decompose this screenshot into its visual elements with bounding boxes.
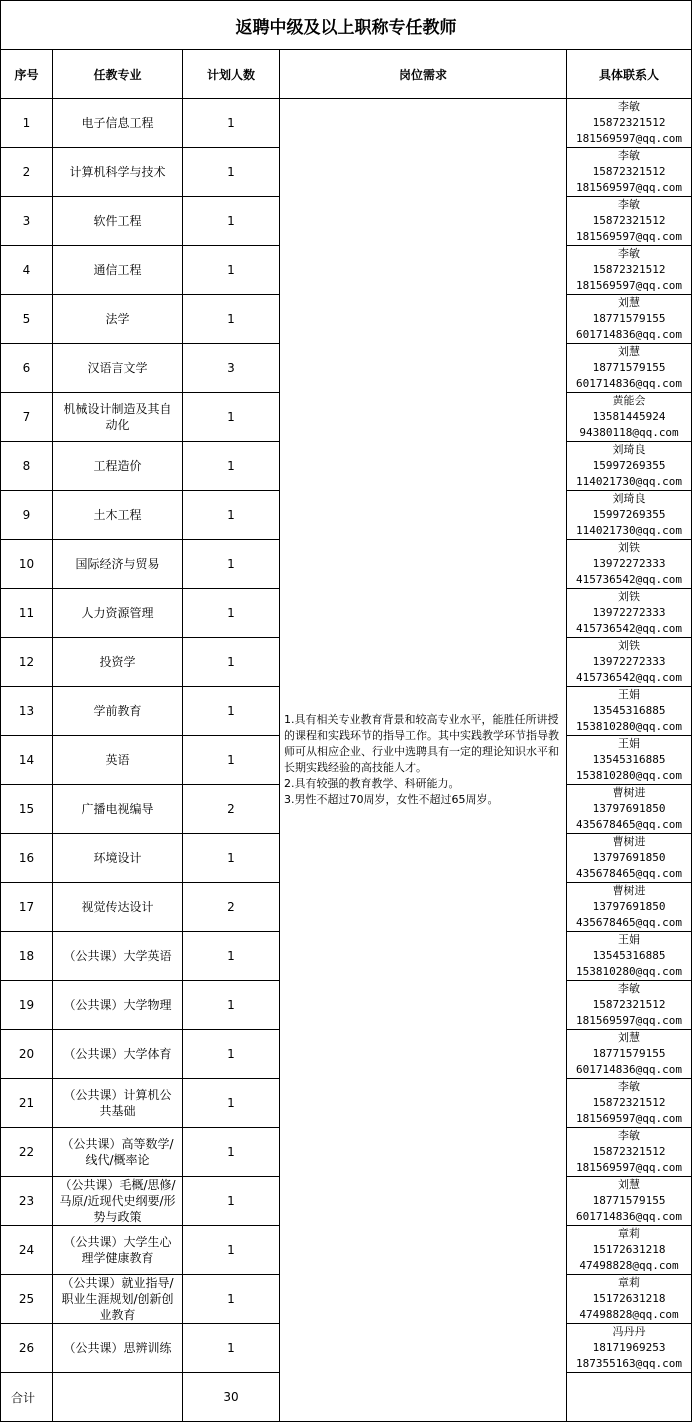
header-contact: 具体联系人	[567, 50, 692, 99]
row-specialty: 软件工程	[53, 197, 183, 246]
header-index: 序号	[1, 50, 53, 99]
row-contact: 章莉 15172631218 47498828@qq.com	[567, 1226, 692, 1275]
row-specialty: 视觉传达设计	[53, 883, 183, 932]
row-count: 1	[183, 197, 280, 246]
row-specialty: 机械设计制造及其自动化	[53, 393, 183, 442]
row-index: 6	[1, 344, 53, 393]
row-contact: 王娟 13545316885 153810280@qq.com	[567, 932, 692, 981]
row-contact: 王娟 13545316885 153810280@qq.com	[567, 687, 692, 736]
row-specialty: 工程造价	[53, 442, 183, 491]
row-specialty: （公共课）大学物理	[53, 981, 183, 1030]
total-contact-empty	[567, 1373, 692, 1422]
row-count: 1	[183, 393, 280, 442]
row-specialty: （公共课）思辨训练	[53, 1324, 183, 1373]
row-count: 1	[183, 1324, 280, 1373]
row-count: 1	[183, 736, 280, 785]
row-contact: 李敏 15872321512 181569597@qq.com	[567, 246, 692, 295]
row-contact: 刘琦良 15997269355 114021730@qq.com	[567, 491, 692, 540]
row-index: 16	[1, 834, 53, 883]
row-count: 1	[183, 1177, 280, 1226]
row-count: 1	[183, 1079, 280, 1128]
row-count: 1	[183, 491, 280, 540]
row-index: 3	[1, 197, 53, 246]
row-count: 1	[183, 99, 280, 148]
row-specialty: （公共课）大学英语	[53, 932, 183, 981]
row-count: 1	[183, 246, 280, 295]
row-index: 26	[1, 1324, 53, 1373]
header-requirements: 岗位需求	[280, 50, 567, 99]
row-contact: 刘琦良 15997269355 114021730@qq.com	[567, 442, 692, 491]
row-contact: 刘铁 13972272333 415736542@qq.com	[567, 638, 692, 687]
row-count: 1	[183, 1128, 280, 1177]
row-index: 20	[1, 1030, 53, 1079]
row-count: 1	[183, 932, 280, 981]
row-index: 7	[1, 393, 53, 442]
row-index: 17	[1, 883, 53, 932]
row-specialty: 人力资源管理	[53, 589, 183, 638]
row-specialty: 通信工程	[53, 246, 183, 295]
row-contact: 章莉 15172631218 47498828@qq.com	[567, 1275, 692, 1324]
table-row	[1, 99, 692, 148]
row-contact: 刘慧 18771579155 601714836@qq.com	[567, 1030, 692, 1079]
row-count: 1	[183, 1275, 280, 1324]
header-specialty: 任教专业	[53, 50, 183, 99]
row-index: 15	[1, 785, 53, 834]
row-index: 23	[1, 1177, 53, 1226]
row-contact: 曹树进 13797691850 435678465@qq.com	[567, 834, 692, 883]
row-contact: 李敏 15872321512 181569597@qq.com	[567, 981, 692, 1030]
row-index: 13	[1, 687, 53, 736]
row-count: 1	[183, 1030, 280, 1079]
row-specialty: （公共课）就业指导/职业生涯规划/创新创业教育	[53, 1275, 183, 1324]
total-label: 合计	[1, 1373, 53, 1422]
row-specialty: 汉语言文学	[53, 344, 183, 393]
row-contact: 刘铁 13972272333 415736542@qq.com	[567, 540, 692, 589]
row-count: 2	[183, 785, 280, 834]
row-contact: 刘慧 18771579155 601714836@qq.com	[567, 344, 692, 393]
row-specialty: 英语	[53, 736, 183, 785]
row-index: 21	[1, 1079, 53, 1128]
row-contact: 李敏 15872321512 181569597@qq.com	[567, 99, 692, 148]
row-index: 8	[1, 442, 53, 491]
row-specialty: 计算机科学与技术	[53, 148, 183, 197]
row-index: 2	[1, 148, 53, 197]
row-count: 1	[183, 834, 280, 883]
row-contact: 李敏 15872321512 181569597@qq.com	[567, 197, 692, 246]
row-count: 1	[183, 295, 280, 344]
row-contact: 曹树进 13797691850 435678465@qq.com	[567, 785, 692, 834]
row-index: 25	[1, 1275, 53, 1324]
row-contact: 李敏 15872321512 181569597@qq.com	[567, 148, 692, 197]
row-contact: 刘铁 13972272333 415736542@qq.com	[567, 589, 692, 638]
header-count: 计划人数	[183, 50, 280, 99]
row-specialty: 土木工程	[53, 491, 183, 540]
row-specialty: 法学	[53, 295, 183, 344]
row-count: 1	[183, 638, 280, 687]
row-index: 10	[1, 540, 53, 589]
row-specialty: （公共课）高等数学/线代/概率论	[53, 1128, 183, 1177]
row-contact: 王娟 13545316885 153810280@qq.com	[567, 736, 692, 785]
row-specialty: （公共课）大学生心理学健康教育	[53, 1226, 183, 1275]
requirements-text: 1.具有相关专业教育背景和较高专业水平，能胜任所讲授的课程和实践环节的指导工作。其中实践教学环节指导教师可从相应企业、行业中选聘具有一定的理论知识水平和长期实践经验的高技能人才。 2.具有较强的教育教学、科研能力。 3.男性不超过70周岁，女性不超过65周岁。	[280, 99, 567, 1422]
row-count: 1	[183, 1226, 280, 1275]
row-count: 3	[183, 344, 280, 393]
row-count: 1	[183, 148, 280, 197]
row-specialty: 学前教育	[53, 687, 183, 736]
row-index: 5	[1, 295, 53, 344]
row-count: 2	[183, 883, 280, 932]
row-specialty: （公共课）大学体育	[53, 1030, 183, 1079]
row-contact: 黄能会 13581445924 94380118@qq.com	[567, 393, 692, 442]
row-index: 19	[1, 981, 53, 1030]
total-empty	[53, 1373, 183, 1422]
row-index: 12	[1, 638, 53, 687]
row-specialty: （公共课）计算机公共基础	[53, 1079, 183, 1128]
total-count: 30	[183, 1373, 280, 1422]
row-contact: 李敏 15872321512 181569597@qq.com	[567, 1128, 692, 1177]
row-index: 18	[1, 932, 53, 981]
row-count: 1	[183, 442, 280, 491]
table-title: 返聘中级及以上职称专任教师	[1, 1, 692, 50]
row-contact: 冯丹丹 18171969253 187355163@qq.com	[567, 1324, 692, 1373]
row-specialty: 投资学	[53, 638, 183, 687]
row-contact: 李敏 15872321512 181569597@qq.com	[567, 1079, 692, 1128]
row-specialty: 电子信息工程	[53, 99, 183, 148]
row-specialty: （公共课）毛概/思修/马原/近现代史纲要/形势与政策	[53, 1177, 183, 1226]
row-index: 14	[1, 736, 53, 785]
row-index: 9	[1, 491, 53, 540]
row-count: 1	[183, 687, 280, 736]
row-index: 4	[1, 246, 53, 295]
row-contact: 刘慧 18771579155 601714836@qq.com	[567, 295, 692, 344]
row-contact: 曹树进 13797691850 435678465@qq.com	[567, 883, 692, 932]
row-index: 1	[1, 99, 53, 148]
row-contact: 刘慧 18771579155 601714836@qq.com	[567, 1177, 692, 1226]
row-count: 1	[183, 540, 280, 589]
row-count: 1	[183, 981, 280, 1030]
row-specialty: 环境设计	[53, 834, 183, 883]
row-specialty: 广播电视编导	[53, 785, 183, 834]
row-index: 11	[1, 589, 53, 638]
row-specialty: 国际经济与贸易	[53, 540, 183, 589]
row-index: 22	[1, 1128, 53, 1177]
row-count: 1	[183, 589, 280, 638]
row-index: 24	[1, 1226, 53, 1275]
